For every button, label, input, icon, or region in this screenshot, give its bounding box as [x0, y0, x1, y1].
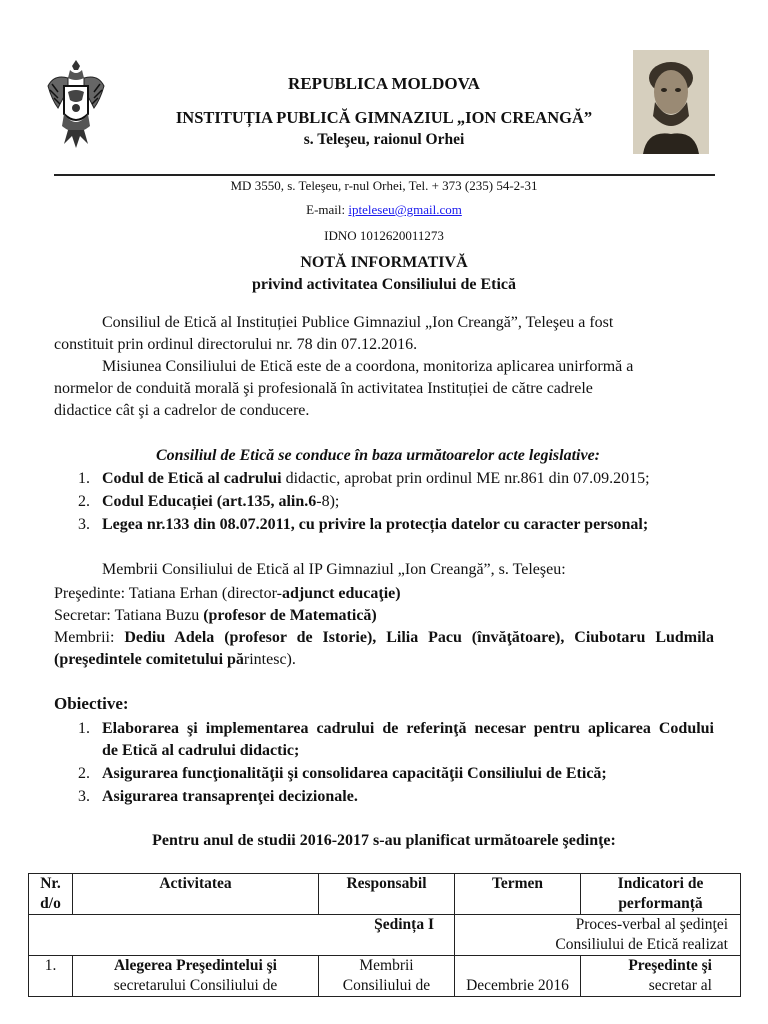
session-label: Şedința I — [374, 916, 434, 933]
email-label: E-mail: — [306, 202, 349, 217]
objective-text: Asigurarea transaprenţei decizionale. — [102, 788, 358, 805]
objective-number: 3. — [78, 788, 90, 805]
header-activity: Activitatea — [73, 874, 319, 915]
row-activity — [73, 956, 319, 997]
secretary-label: Secretar: Tatiana Buzu — [54, 607, 204, 624]
legal-item-bold: Codul Educației (art.135, alin.6 — [102, 493, 317, 510]
header-indicators-line1: Indicatori de — [617, 875, 704, 892]
header-indicators-line2: performanță — [618, 895, 703, 912]
session-label-cell — [29, 915, 455, 956]
header-divider — [54, 174, 715, 176]
table-row — [29, 956, 741, 997]
header-nr-line1: Nr. — [40, 875, 61, 892]
row-indicator-line1: Preşedinte şi — [628, 957, 712, 974]
objective-item — [78, 718, 714, 740]
country-name: REPUBLICA MOLDOVA — [288, 74, 480, 93]
session-indicator-line1: Proces-verbal al şedinţei — [575, 916, 728, 933]
email-line — [0, 202, 768, 218]
legal-item-bold: Legea nr.133 din 08.07.2011, cu privire la protecția datelor cu caracter personal; — [102, 516, 649, 533]
members-line2-bold: (preşedintele comitetului pă — [54, 651, 244, 668]
document-subtitle: privind activitatea Consiliului de Etică — [251, 276, 516, 293]
intro-paragraph-2 — [54, 356, 714, 422]
objective-number: 2. — [78, 765, 90, 782]
members-line2-text: rintesc). — [243, 651, 296, 668]
legal-item — [78, 468, 650, 490]
row-responsible — [319, 956, 455, 997]
row-indicator-line2: secretar al — [648, 977, 712, 994]
intro-p1-line2: constituit prin ordinul directorului nr. 78 din 07.12.2016. — [54, 336, 418, 353]
header-nr-line2: d/o — [40, 895, 61, 912]
objective-item-continued: de Etică al cadrului didactic; — [102, 742, 300, 759]
header-responsible: Responsabil — [319, 874, 455, 915]
legal-item-number: 3. — [78, 516, 90, 533]
row-term: Decembrie 2016 — [455, 956, 581, 997]
president-label: Preşedinte: Tatiana Erhan (director- — [54, 585, 282, 602]
session-indicator-cell — [455, 915, 741, 956]
legal-item — [78, 491, 339, 513]
header-nr — [29, 874, 73, 915]
row-indicator — [581, 956, 741, 997]
members-line-2 — [54, 649, 714, 671]
row-responsible-line1: Membrii — [359, 957, 414, 974]
intro-p1-line1: Consiliul de Etică al Instituției Publice Gimnaziul „Ion Creangă”, Teleşeu a fost — [102, 314, 614, 331]
legal-item — [78, 514, 648, 536]
document-title: NOTĂ INFORMATIVĂ — [300, 254, 468, 271]
objectives-heading: Obiective: — [54, 694, 129, 713]
intro-p2-line3: didactice cât şi a cadrelor de conducere. — [54, 402, 310, 419]
intro-p2-line1: Misiunea Consiliului de Etică este de a coordona, monitoriza aplicarea unirformă a — [102, 358, 634, 375]
objective-item — [78, 763, 714, 785]
session-indicator-line2: Consiliului de Etică realizat — [555, 936, 728, 953]
address: MD 3550, s. Teleşeu, r-nul Orhei, Tel. + 373 (235) 54-2-31 — [230, 178, 538, 193]
legal-heading: Consiliul de Etică se conduce în baza următoarelor acte legislative: — [156, 447, 600, 464]
row-nr: 1. — [29, 956, 73, 997]
objective-number: 1. — [78, 720, 90, 737]
locality: s. Teleşeu, raionul Orhei — [303, 131, 465, 148]
header-indicators — [581, 874, 741, 915]
email-link[interactable]: ipteleseu@gmail.com — [348, 202, 462, 217]
idno: IDNO 1012620011273 — [324, 228, 444, 243]
legal-item-bold: Codul de Etică al cadrului — [102, 470, 282, 487]
objective-item — [78, 786, 714, 808]
objective-text: Asigurarea funcţionalităţii şi consolidarea capacităţii Consiliului de Etică; — [102, 765, 607, 782]
legal-item-number: 2. — [78, 493, 90, 510]
institution-name: INSTITUȚIA PUBLICĂ GIMNAZIUL „ION CREANGĂ” — [175, 108, 593, 127]
table-session-row — [29, 915, 741, 956]
legal-item-number: 1. — [78, 470, 90, 487]
secretary-role: (profesor de Matematică) — [203, 607, 377, 624]
sessions-table — [28, 873, 741, 997]
president-role: adjunct educaţie) — [281, 585, 401, 602]
intro-p2-line2: normelor de conduită morală şi profesională în activitatea Instituției de către cadrele — [54, 380, 593, 397]
row-activity-line2: secretarului Consiliului de — [113, 977, 278, 994]
members-intro: Membrii Consiliului de Etică al IP Gimnaziul „Ion Creangă”, s. Teleşeu: — [102, 561, 566, 578]
members-label: Membrii: — [54, 629, 125, 646]
intro-paragraph-1 — [54, 312, 714, 356]
members-line-1 — [54, 627, 714, 649]
members-names: Dediu Adela (profesor de Istorie), Lilia Pacu (învăţătoare), Ciubotaru Ludmila — [124, 629, 715, 646]
table-header-row — [29, 874, 741, 915]
president-line — [54, 583, 714, 605]
secretary-line — [54, 605, 714, 627]
objective-text: Elaborarea şi implementarea cadrului de referinţă necesar pentru aplicarea Codului — [102, 720, 714, 737]
header-term: Termen — [455, 874, 581, 915]
row-responsible-line2: Consiliului de — [342, 977, 431, 994]
row-activity-line1: Alegerea Preşedintelui şi — [113, 957, 277, 974]
legal-item-text: didactic, aprobat prin ordinul ME nr.861 din 07.09.2015; — [281, 470, 650, 487]
legal-item-text: -8); — [316, 493, 340, 510]
plan-heading: Pentru anul de studii 2016-2017 s-au planificat următoarele şedinţe: — [152, 832, 616, 849]
